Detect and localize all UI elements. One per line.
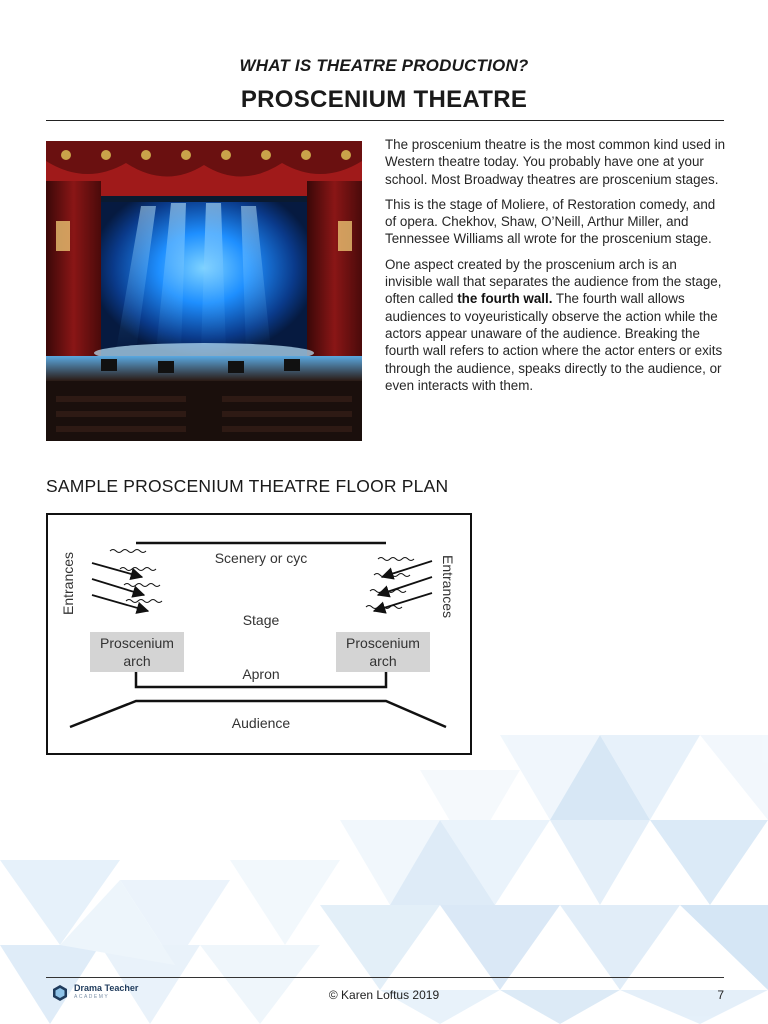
footer-divider [46, 977, 724, 978]
page-number: 7 [717, 988, 724, 1002]
paragraph-fourth-wall: One aspect created by the proscenium arch is an invisible wall that separates the audience from the stage, often called the fourth wall. The fourth wall allows audiences to voyeuristically observe the action while the actors appear unaware of the audience. Breaking the fourth wall refers to action where the actor enters or exits through the audience, speaks directly to the audience, or even interacts with them. [385, 256, 723, 393]
scenery-label: Scenery or cyc [214, 550, 308, 566]
proscenium-arch-left: Proscenium arch [90, 632, 184, 672]
stage-label: Stage [242, 612, 280, 628]
floor-plan-diagram [46, 513, 472, 755]
copyright-notice: © Karen Loftus 2019 [328, 988, 440, 1002]
apron-label: Apron [242, 666, 280, 682]
paragraph-playwrights: This is the stage of Moliere, of Restoration comedy, and of opera. Chekhov, Shaw, O’Neill, Arthur Miller, and Tennessee Williams all wrote for the proscenium stage. [385, 196, 716, 247]
floor-plan-heading: SAMPLE PROSCENIUM THEATRE FLOOR PLAN [46, 476, 449, 496]
proscenium-stage-photo [46, 141, 362, 441]
proscenium-arch-right: Proscenium arch [336, 632, 430, 672]
body-text [385, 136, 727, 402]
title-divider [46, 120, 724, 121]
drama-teacher-academy-logo: Drama Teacher ACADEMY [52, 984, 138, 1002]
fourth-wall-term: the fourth wall. [457, 291, 553, 307]
audience-label: Audience [231, 715, 291, 731]
paragraph-intro: The proscenium theatre is the most common kind used in Western theatre today. You probably have one at your school. Most Broadway theatres are proscenium stages. [385, 137, 726, 187]
section-kicker: WHAT IS THEATRE PRODUCTION? [239, 56, 529, 75]
page-title: PROSCENIUM THEATRE [240, 86, 528, 113]
entrances-right-label: Entrances [440, 555, 456, 619]
entrances-left-label: Entrances [60, 551, 76, 615]
